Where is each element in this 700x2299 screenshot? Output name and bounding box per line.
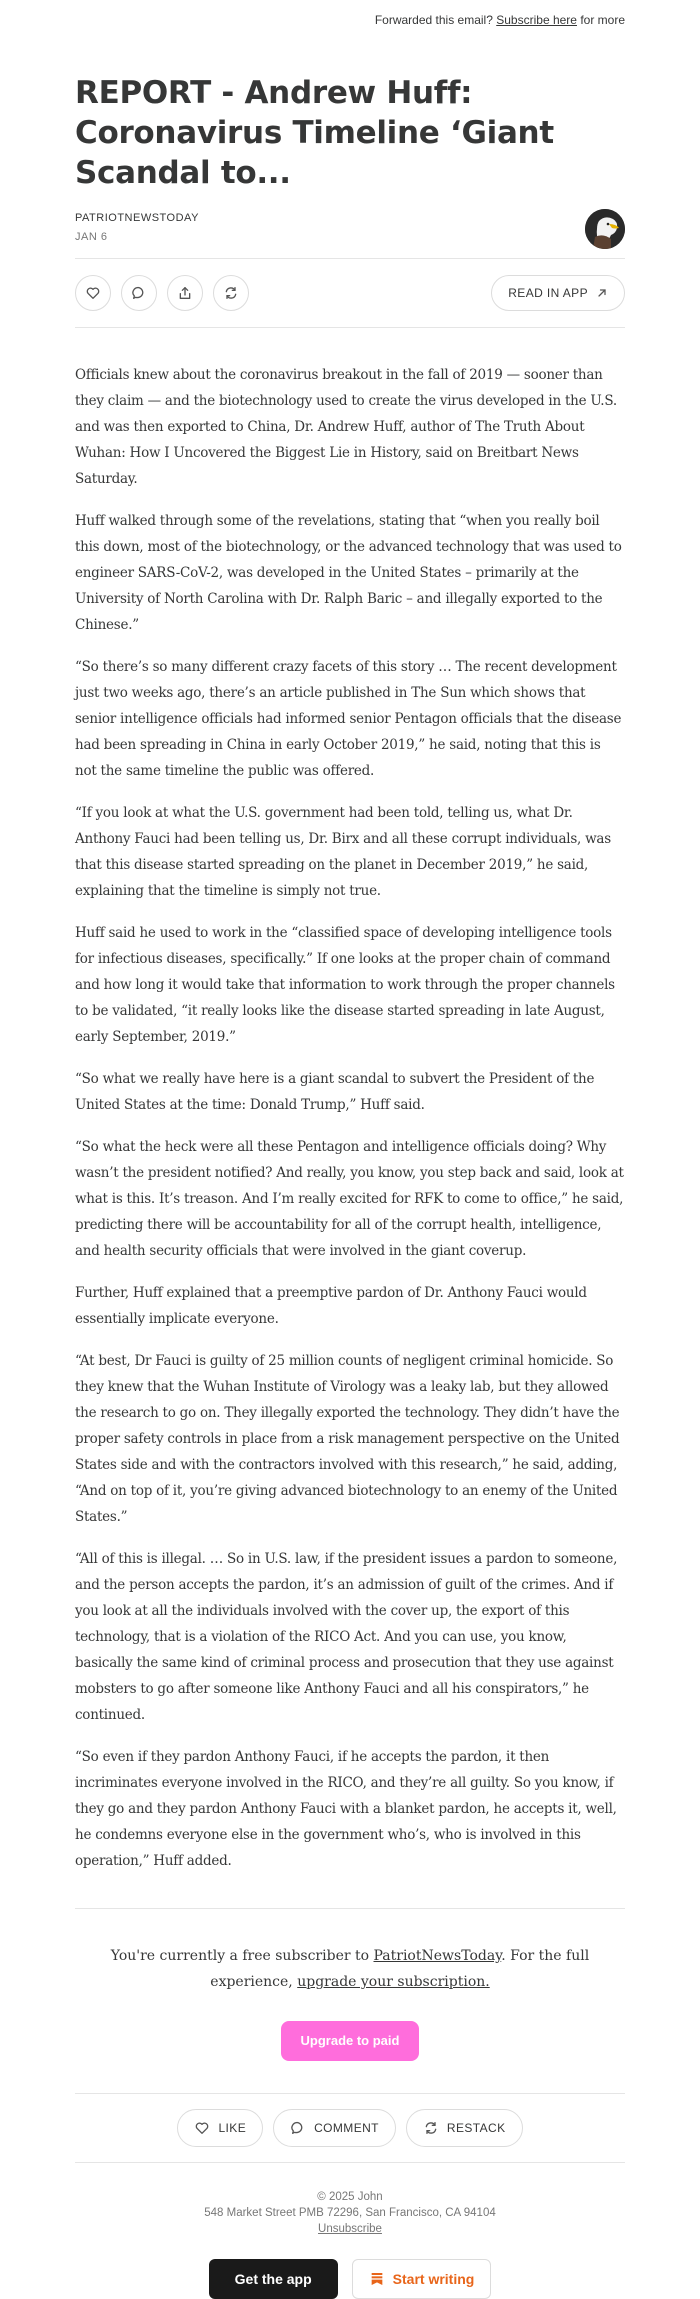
mailing-address: 548 Market Street PMB 72296, San Francisco, CA 94104: [204, 2207, 496, 2219]
paragraph: “So what the heck were all these Pentagon and intelligence officials doing? Why wasn’t the president notified? And really, you know, you step back and said, look at what is this. It’s treason. And I’m really excited for RFK to come to office,” he said, predicting there will be accountability for all of the corrupt health, intelligence, and health security officials that were involved in the giant coverup.: [75, 1139, 624, 1259]
paragraph: Officials knew about the coronavirus breakout in the fall of 2019 — sooner than they claim — and the biotechnology used to create the virus developed in the U.S. and was then exported to China, Dr. Andrew Huff, author of The Truth About Wuhan: How I Uncovered the Biggest Lie in History, said on Breitbart News Saturday.: [75, 367, 617, 487]
paragraph: “At best, Dr Fauci is guilty of 25 million counts of negligent criminal homicide. So they knew that the Wuhan Institute of Virology was a leaky lab, but they allowed the research to go on. They illegally exported the technology. They didn’t have the proper safety controls in place from a risk management perspective on the United States side and with the contractors involved with this research,” he said, adding, “And on top of it, you’re giving advanced biotechnology to an enemy of the United States.”: [75, 1353, 620, 1525]
paragraph: “So there’s so many different crazy facets of this story … The recent development just two weeks ago, there’s an article published in The Sun which shows that senior intelligence officials had informed senior Pentagon officials that the disease had been spreading in China in early October 2019,” he said, noting that this is not the same timeline the public was offered.: [75, 659, 622, 779]
subscription-middle: . For the full experience,: [210, 1948, 590, 1990]
start-writing-button[interactable]: [352, 2259, 492, 2299]
start-writing-label: Start writing: [392, 2271, 475, 2287]
publication-name[interactable]: PATRIOTNEWSTODAY: [75, 212, 199, 224]
article-title[interactable]: REPORT - Andrew Huff: Coronavirus Timeline ‘Giant Scandal to...: [75, 75, 554, 191]
comment-icon: [131, 285, 147, 301]
forwarded-suffix: for more: [580, 13, 625, 27]
paragraph: “All of this is illegal. … So in U.S. law, if the president issues a pardon to someone, and the person accepts the pardon, it’s an admission of guilt of the crimes. And if you look at all the individuals involved with the cover up, the export of this technology, that is a violation of the RICO Act. And you can use, you know, basically the same kind of criminal process and prosecution that they use against mobsters to go after someone like Anthony Fauci and all his conspirators,” he continued.: [75, 1551, 618, 1723]
like-button[interactable]: [75, 275, 111, 311]
share-icon: [177, 285, 193, 301]
footer-actions: [75, 2094, 625, 2162]
footer-restack-button[interactable]: [406, 2109, 523, 2147]
comment-icon: [290, 2120, 306, 2136]
paragraph: “So even if they pardon Anthony Fauci, if he accepts the pardon, it then incriminates everyone involved in the RICO, and they’re all guilty. So you know, if they go and they pardon Anthony Fauci with a blanket pardon, he accepts it, well, he condemns everyone else in the government who’s, who is involved in this operation,” Huff added.: [75, 1749, 617, 1869]
heart-icon: [85, 285, 101, 301]
app-buttons: [75, 2259, 625, 2299]
footer: [75, 2163, 625, 2299]
like-label: LIKE: [218, 2121, 247, 2135]
subscribe-link[interactable]: Subscribe here: [496, 13, 577, 27]
read-in-app-button[interactable]: [491, 275, 625, 311]
forwarded-bar: [75, 0, 625, 33]
comment-label: COMMENT: [314, 2121, 379, 2135]
restack-button[interactable]: [213, 275, 249, 311]
subscription-text: [105, 1943, 595, 1995]
email-container: [75, 0, 625, 2299]
paragraph: Huff walked through some of the revelations, stating that “when you really boil this down, most of the biotechnology, or the advanced technology that was used to engineer SARS-CoV-2, was developed in the United States – primarily at the University of North Carolina with Dr. Ralph Baric – and illegally exported to the Chinese.”: [75, 513, 622, 633]
paragraph: Huff said he used to work in the “classified space of developing intelligence tools for infectious diseases, specifically.” If one looks at the proper chain of command and how long it would take that information to work through the proper channels to be validated, “it really looks like the disease started spreading in late August, early September, 2019.”: [75, 925, 615, 1045]
post-actions: [75, 259, 625, 327]
upgrade-to-paid-button[interactable]: Upgrade to paid: [281, 2021, 420, 2061]
unsubscribe-link[interactable]: Unsubscribe: [318, 2223, 382, 2235]
read-in-app-label: READ IN APP: [508, 286, 588, 300]
copyright: © 2025 John: [317, 2191, 383, 2203]
forwarded-text: Forwarded this email?: [374, 13, 493, 27]
footer-comment-button[interactable]: [273, 2109, 396, 2147]
restack-label: RESTACK: [446, 2121, 506, 2135]
paragraph: “So what we really have here is a giant scandal to subvert the President of the United States at the time: Donald Trump,” Huff said.: [75, 1071, 595, 1113]
get-the-app-button[interactable]: Get the app: [209, 2259, 338, 2299]
divider-actions: [75, 327, 625, 328]
subscription-box: [75, 1909, 625, 2061]
restack-icon: [223, 285, 239, 301]
eagle-icon: [585, 209, 625, 249]
subscription-prefix: You're currently a free subscriber to: [110, 1948, 370, 1964]
upgrade-subscription-link[interactable]: upgrade your subscription.: [297, 1974, 490, 1990]
arrow-up-right-icon: [596, 287, 608, 299]
substack-logo-icon: [369, 2271, 385, 2287]
publication-link[interactable]: PatriotNewsToday: [373, 1948, 502, 1964]
post-date: JAN 6: [75, 231, 108, 243]
article-body: [75, 362, 625, 1874]
restack-icon: [423, 2120, 439, 2136]
share-button[interactable]: [167, 275, 203, 311]
paragraph: “If you look at what the U.S. government had been told, telling us, what Dr. Anthony Fauci had been telling us, Dr. Birx and all these corrupt individuals, was that this disease started spreading on the planet in December 2019,” he said, explaining that the timeline is simply not true.: [75, 805, 611, 899]
comment-button[interactable]: [121, 275, 157, 311]
heart-icon: [194, 2120, 210, 2136]
footer-like-button[interactable]: [177, 2109, 263, 2147]
publication-avatar[interactable]: [585, 209, 625, 249]
paragraph: Further, Huff explained that a preemptive pardon of Dr. Anthony Fauci would essentially implicate everyone.: [75, 1285, 587, 1327]
byline: [75, 212, 625, 258]
